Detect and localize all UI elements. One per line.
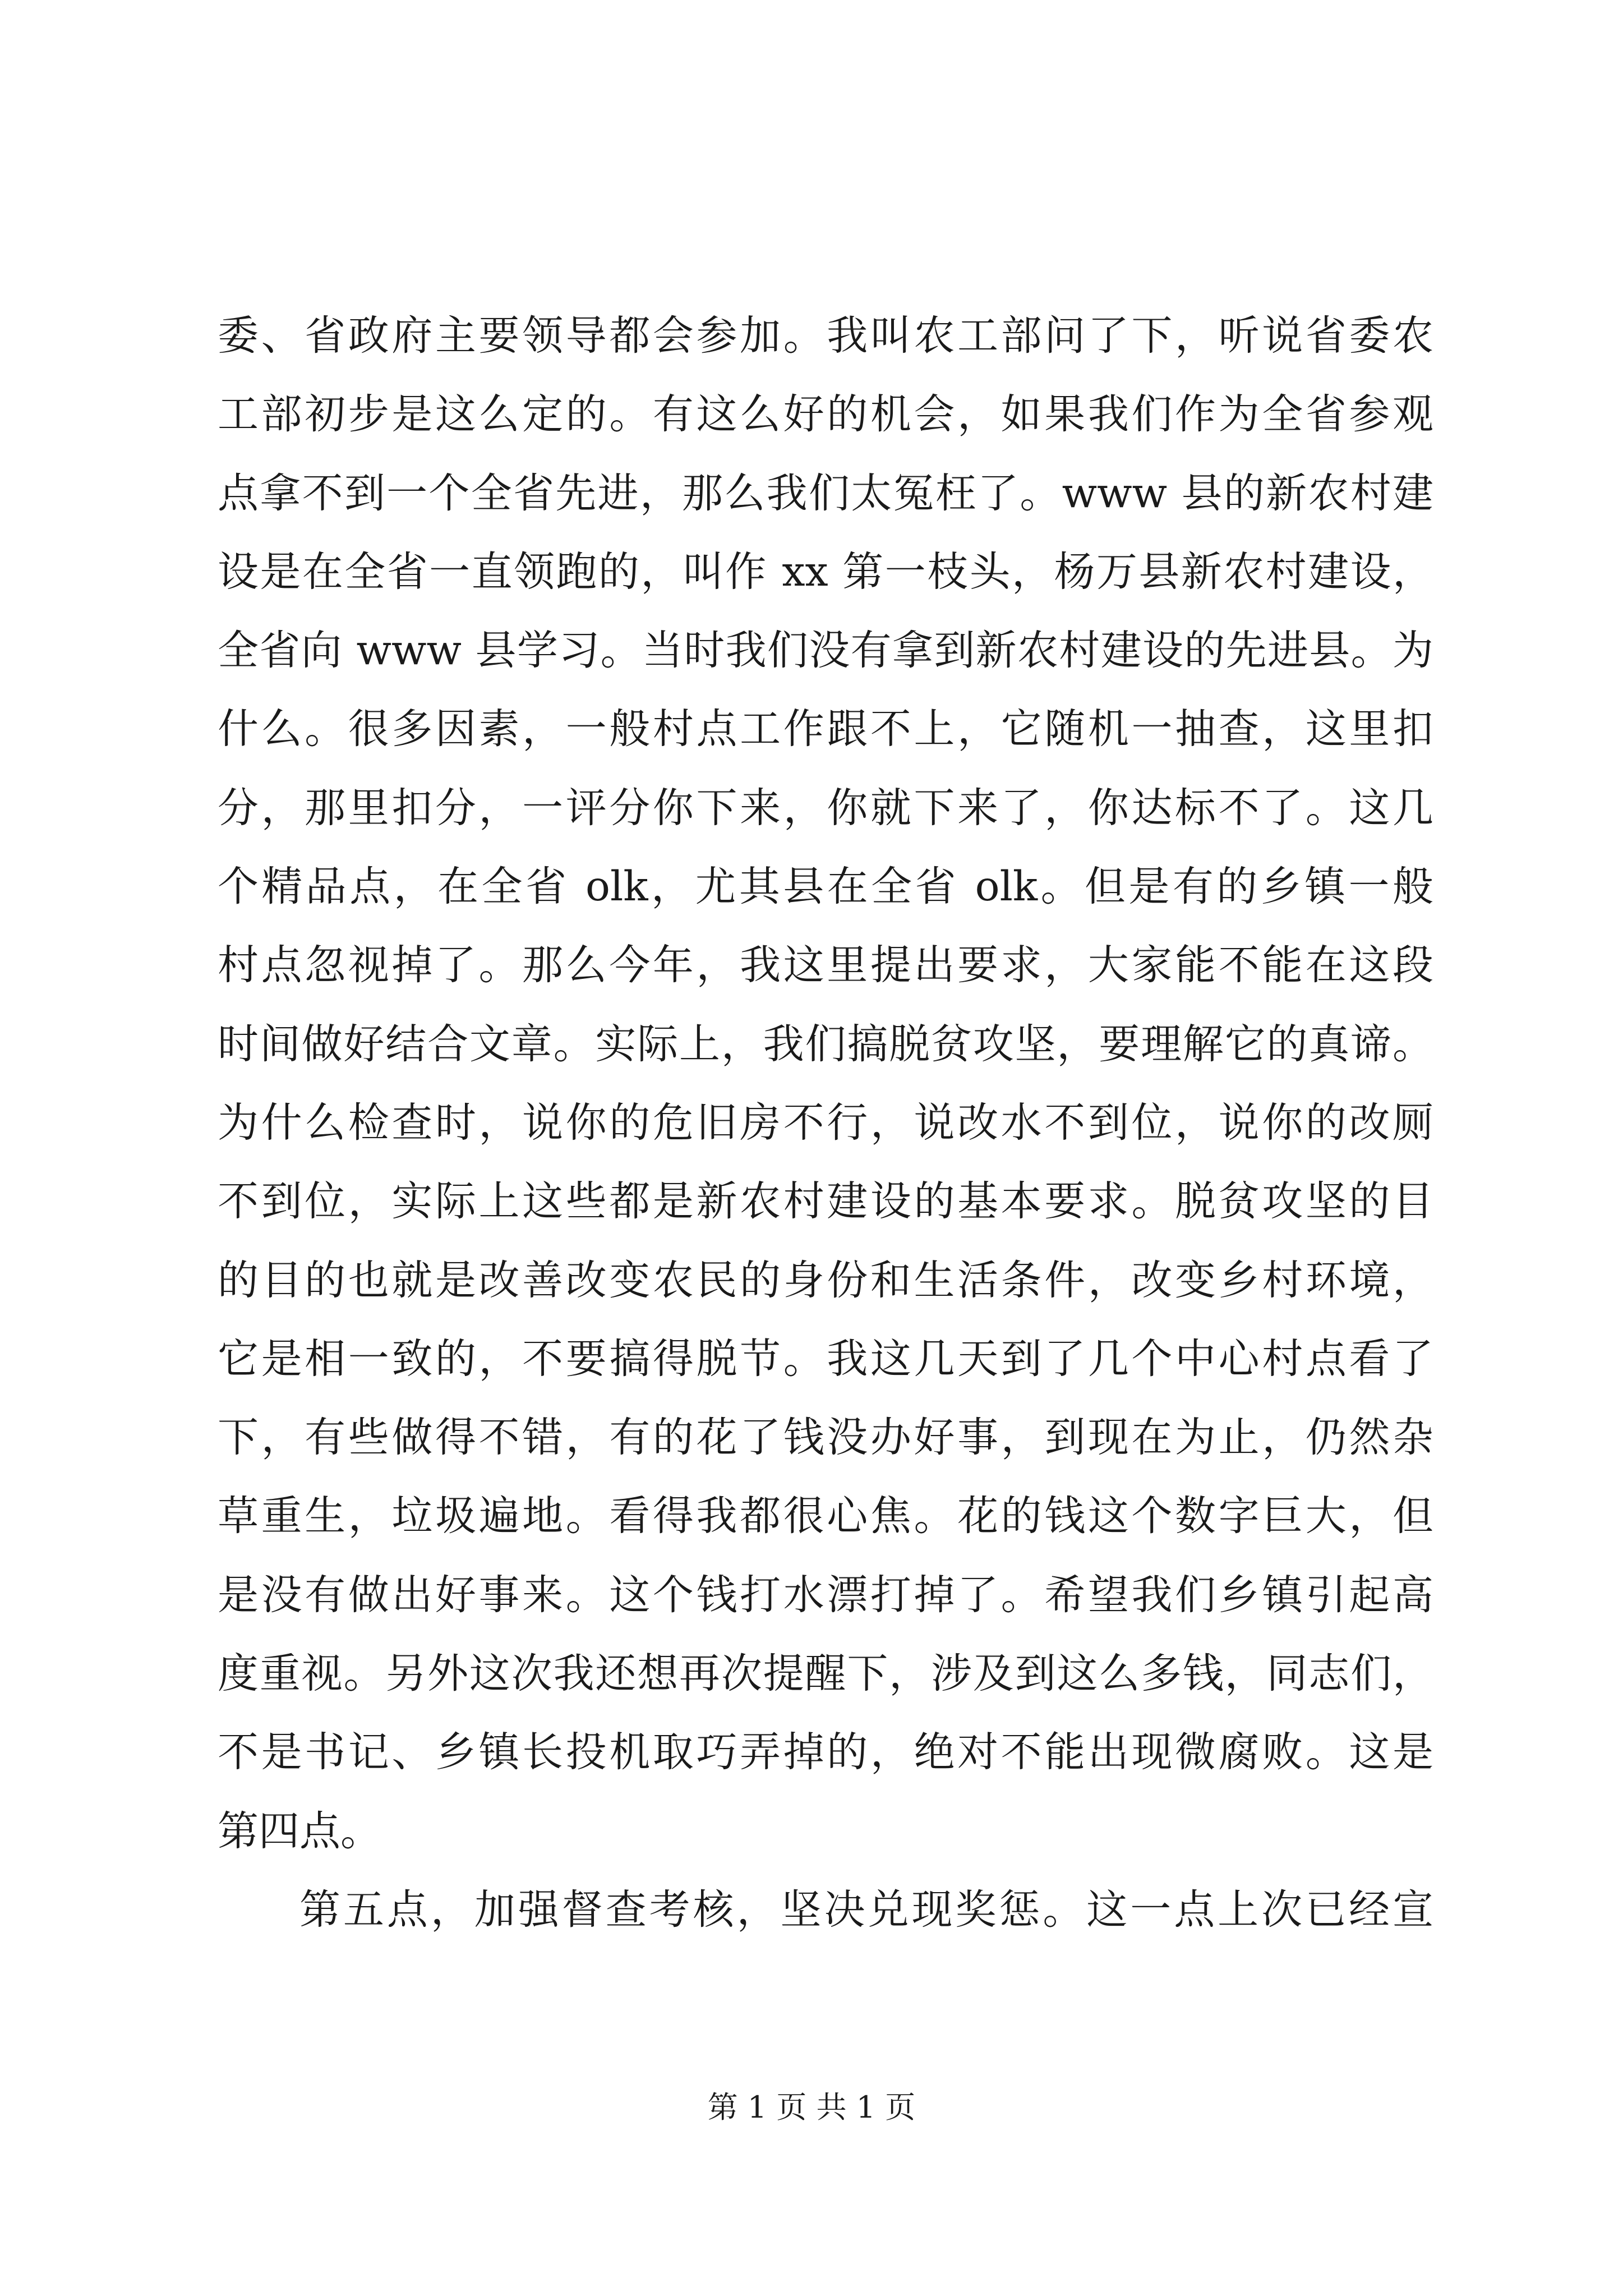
paragraph-first-line: 第五点，加强督查考核，坚决兑现奖惩。这一点上次已经宣 — [299, 1885, 1433, 1934]
text-line: 为什么检查时，说你的危旧房不行，说改水不到位，说你的改厕 — [218, 1098, 1433, 1147]
text-line: 第四点。 — [218, 1807, 381, 1855]
text-line: 不到位，实际上这些都是新农村建设的基本要求。脱贫攻坚的目 — [218, 1177, 1433, 1226]
text-line: 是没有做出好事来。这个钱打水漂打掉了。希望我们乡镇引起高 — [218, 1571, 1433, 1619]
text-line: 下，有些做得不错，有的花了钱没办好事，到现在为止，仍然杂 — [218, 1414, 1433, 1462]
text-line: 它是相一致的，不要搞得脱节。我这几天到了几个中心村点看了 — [218, 1335, 1433, 1383]
text-line: 的目的也就是改善改变农民的身份和生活条件，改变乡村环境， — [218, 1256, 1433, 1304]
body-text — [218, 297, 1433, 1949]
text-line: 什么。很多因素，一般村点工作跟不上，它随机一抽查，这里扣 — [218, 705, 1433, 753]
text-line: 个精品点，在全省 olk，尤其县在全省 olk。但是有的乡镇一般 — [218, 863, 1433, 911]
text-line: 点拿不到一个全省先进，那么我们太冤枉了。www 县的新农村建 — [218, 469, 1433, 517]
text-line: 度重视。另外这次我还想再次提醒下，涉及到这么多钱，同志们， — [218, 1650, 1433, 1698]
text-line: 时间做好结合文章。实际上，我们搞脱贫攻坚，要理解它的真谛。 — [218, 1020, 1433, 1068]
text-line: 委、省政府主要领导都会参加。我叫农工部问了下，听说省委农 — [218, 312, 1433, 360]
text-line: 草重生，垃圾遍地。看得我都很心焦。花的钱这个数字巨大，但 — [218, 1492, 1433, 1540]
text-line: 不是书记、乡镇长投机取巧弄掉的，绝对不能出现微腐败。这是 — [218, 1728, 1433, 1777]
text-line: 设是在全省一直领跑的，叫作 xx 第一枝头，杨万县新农村建设， — [218, 547, 1433, 596]
text-line: 全省向 www 县学习。当时我们没有拿到新农村建设的先进县。为 — [218, 627, 1433, 675]
text-line: 分，那里扣分，一评分你下来，你就下来了，你达标不了。这几 — [218, 784, 1433, 832]
text-line: 村点忽视掉了。那么今年，我这里提出要求，大家能不能在这段 — [218, 941, 1433, 990]
text-line: 工部初步是这么定的。有这么好的机会，如果我们作为全省参观 — [218, 390, 1433, 439]
page-number-footer: 第 1 页 共 1 页 — [707, 2090, 916, 2125]
